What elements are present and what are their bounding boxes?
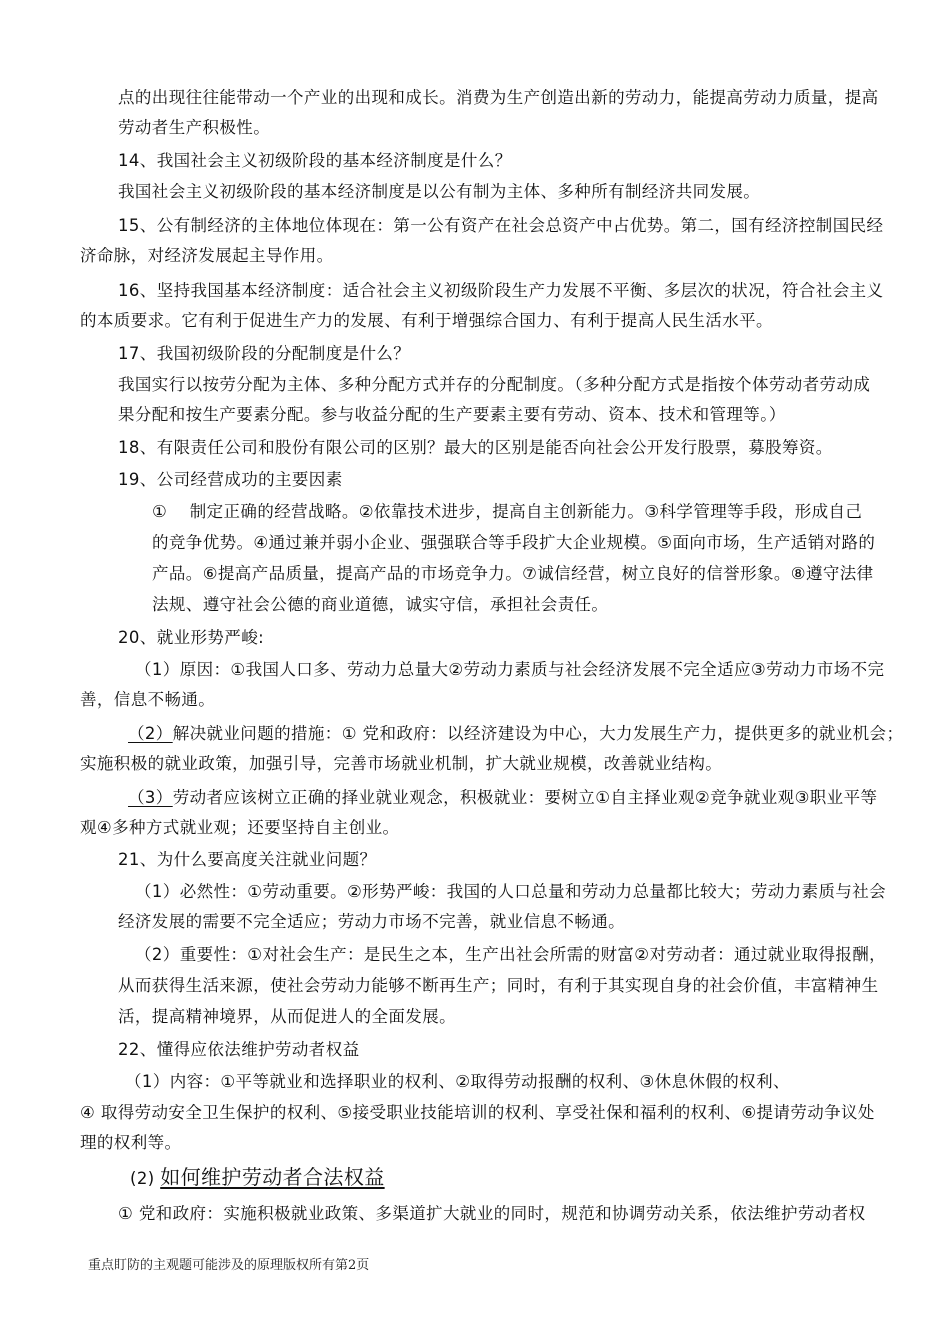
- subheading: [130, 1165, 385, 1191]
- text-line: 济命脉，对经济发展起主导作用。: [80, 246, 334, 265]
- text-line: 点的出现往往能带动一个产业的出现和成长。消费为生产创造出新的劳动力，能提高劳动力质量，提高: [118, 88, 879, 107]
- page-footer: 重点盯防的主观题可能涉及的原理版权所有第2页: [88, 1258, 370, 1273]
- text-line: 解决就业问题的措施：① 党和政府：以经济建设为中心，大力发展生产力，提供更多的就业机会；: [172, 724, 904, 743]
- text-line: 观④多种方式就业观；还要坚持自主创业。: [80, 818, 400, 837]
- text-line: ① 制定正确的经营战略。②依靠技术进步，提高自主创新能力。③科学管理等手段，形成自己: [152, 502, 863, 521]
- text-line: 法规、遵守社会公德的商业道德，诚实守信，承担社会责任。: [152, 595, 609, 614]
- text-line: （2）重要性：①对社会生产：是民生之本，生产出社会所需的财富②对劳动者：通过就业取得报酬，: [135, 945, 887, 964]
- text-line: 经济发展的需要不完全适应；劳动力市场不完善，就业信息不畅通。: [118, 912, 625, 931]
- text-line: （1）内容：①平等就业和选择职业的权利、②取得劳动报酬的权利、③休息休假的权利、: [125, 1072, 790, 1091]
- text-line: 劳动者生产积极性。: [118, 118, 271, 137]
- text-line: 的竞争优势。④通过兼并弱小企业、强强联合等手段扩大企业规模。⑤面向市场，生产适销对路的: [152, 533, 876, 552]
- section-heading: 19、公司经营成功的主要因素: [118, 470, 343, 489]
- text-line: 产品。⑥提高产品质量，提高产品的市场竞争力。⑦诚信经营，树立良好的信誉形象。⑧遵守法律: [152, 564, 874, 583]
- text-line: 理的权利等。: [80, 1133, 182, 1152]
- text-line: ④ 取得劳动安全卫生保护的权利、⑤接受职业技能培训的权利、享受社保和福利的权利、⑥提请劳动争议处: [80, 1103, 875, 1122]
- section-heading: 20、就业形势严峻:: [118, 628, 265, 647]
- section-heading: 22、懂得应依法维护劳动者权益: [118, 1040, 360, 1059]
- numbered-label: [128, 722, 903, 746]
- section-heading: 14、我国社会主义初级阶段的基本经济制度是什么？: [118, 151, 512, 170]
- item-number: （3）: [128, 788, 173, 807]
- text-line: （1）必然性：①劳动重要。②形势严峻：我国的人口总量和劳动力总量都比较大；劳动力素质与社会: [135, 882, 887, 901]
- text-line: 活，提高精神境界，从而促进人的全面发展。: [118, 1007, 456, 1026]
- text-line: 16、坚持我国基本经济制度：适合社会主义初级阶段生产力发展不平衡、多层次的状况，符合社会主义: [118, 281, 884, 300]
- text-line: 我国实行以按劳分配为主体、多种分配方式并存的分配制度。（多种分配方式是指按个体劳动者劳动成: [118, 375, 871, 394]
- text-line: （1）原因：①我国人口多、劳动力总量大②劳动力素质与社会经济发展不完全适应③劳动力市场不完: [135, 660, 885, 679]
- item-number: (2): [130, 1169, 161, 1188]
- numbered-label: [128, 786, 877, 810]
- text-line: 善，信息不畅通。: [80, 690, 216, 709]
- text-line: 15、公有制经济的主体地位体现在：第一公有资产在社会总资产中占优势。第二，国有经济控制国民经: [118, 216, 884, 235]
- text-line: ① 党和政府：实施积极就业政策、多渠道扩大就业的同时，规范和协调劳动关系，依法维护劳动者权: [118, 1204, 866, 1223]
- section-heading: 17、我国初级阶段的分配制度是什么？: [118, 344, 411, 363]
- text-line: 从而获得生活来源，使社会劳动力能够不断再生产；同时，有利于其实现自身的社会价值，丰富精神生: [118, 976, 879, 995]
- text-line: 的本质要求。它有利于促进生产力的发展、有利于增强综合国力、有利于提高人民生活水平。: [80, 311, 773, 330]
- text-line: 实施积极的就业政策，加强引导，完善市场就业机制，扩大就业规模，改善就业结构。: [80, 754, 723, 773]
- text-line: 18、有限责任公司和股份有限公司的区别？最大的区别是能否向社会公开发行股票，募股筹资。: [118, 438, 833, 457]
- item-number: （2）: [128, 724, 173, 743]
- section-heading: 21、为什么要高度关注就业问题？: [118, 850, 377, 869]
- subheading-title: 如何维护劳动者合法权益: [160, 1165, 385, 1189]
- text-line: 我国社会主义初级阶段的基本经济制度是以公有制为主体、多种所有制经济共同发展。: [118, 182, 761, 201]
- text-line: 果分配和按生产要素分配。参与收益分配的生产要素主要有劳动、资本、技术和管理等。）: [118, 405, 786, 424]
- text-line: 劳动者应该树立正确的择业就业观念，积极就业：要树立①自主择业观②竞争就业观③职业平等: [172, 788, 878, 807]
